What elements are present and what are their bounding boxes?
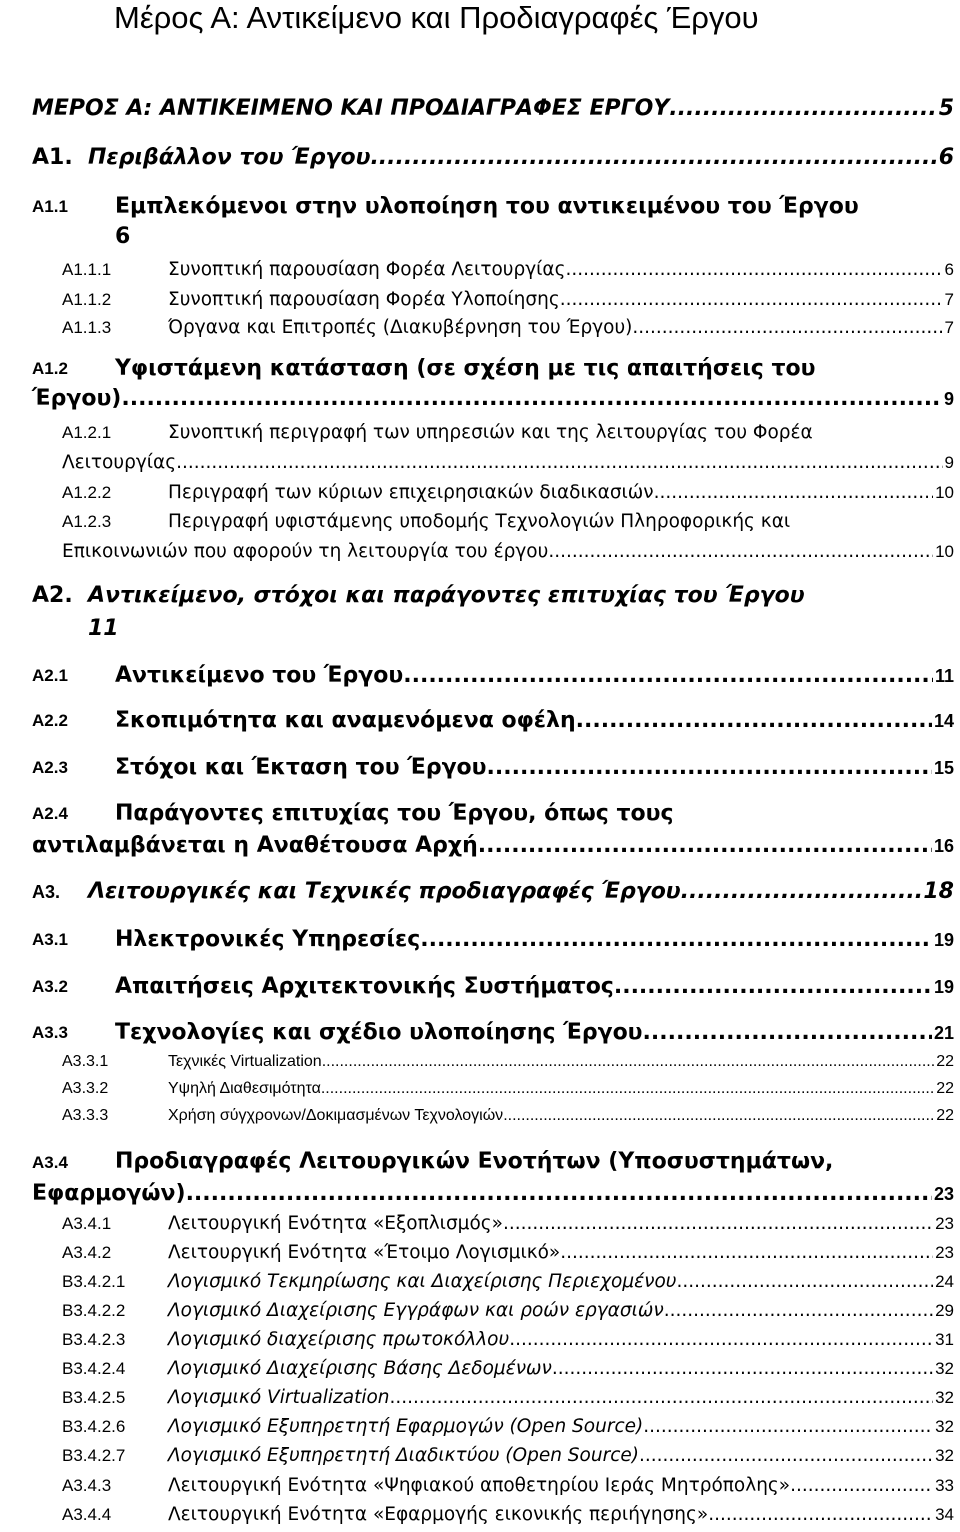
toc-entry[interactable]: [62, 1268, 954, 1296]
toc-entry-page: 32: [935, 1388, 954, 1407]
toc-entry-number: Β3.4.2.4: [62, 1359, 126, 1378]
toc-entry[interactable]: [62, 507, 954, 567]
toc-entry-page: 22: [936, 1053, 954, 1070]
toc-entry-text: Περιγραφή των κύριων επιχειρησιακών διαδικασιών: [168, 482, 654, 503]
toc-entry-page: 22: [936, 1107, 954, 1124]
toc-entry-text: Υφιστάμενη κατάσταση (σε σχέση με τις απαιτήσεις του: [115, 356, 816, 381]
toc-entry-number: Α3.: [32, 882, 61, 902]
toc-entry-page: 32: [935, 1446, 954, 1465]
toc-entry-page: 21: [933, 1023, 954, 1043]
toc-entry-number: Β3.4.2.7: [62, 1446, 126, 1465]
toc-entry-text: Εμπλεκόμενοι στην υλοποίηση του αντικειμένου του Έργου: [115, 194, 859, 219]
toc-entry-number: Α2.: [32, 583, 73, 608]
toc-entry[interactable]: [62, 1326, 954, 1354]
toc-entry-text: Αντικείμενο του Έργου: [115, 663, 404, 688]
toc-entry[interactable]: [62, 285, 954, 315]
toc-entry-number: Β3.4.2.3: [62, 1330, 126, 1349]
toc-entry[interactable]: [32, 1146, 954, 1210]
toc-entry-number: Α1.1: [32, 197, 68, 216]
toc-entry-number: Α2.4: [32, 804, 68, 823]
toc-entry-page: 24: [935, 1272, 954, 1291]
toc-entry-number: Α3.4.1: [62, 1214, 112, 1233]
toc-entry-page: 5: [938, 96, 954, 121]
toc-entry-number: Β3.4.2.6: [62, 1417, 126, 1436]
toc-entry-page: 6: [944, 260, 954, 279]
toc-entry[interactable]: [62, 255, 954, 285]
toc-entry-page: 29: [935, 1301, 954, 1320]
toc-entry-text: ΜΕΡΟΣ Α: ΑΝΤΙΚΕΙΜΕΝΟ ΚΑΙ ΠΡΟΔΙΑΓΡΑΦΕΣ ΕΡΓΟΥ: [32, 96, 670, 121]
toc-entry[interactable]: [62, 418, 954, 478]
toc-entry-text: Λογισμικό Τεκμηρίωσης και Διαχείρισης Περιεχομένου: [168, 1271, 677, 1292]
toc-entry[interactable]: [32, 579, 954, 645]
toc-entry-text: Απαιτήσεις Αρχιτεκτονικής Συστήματος: [115, 974, 614, 999]
toc-entry-text: Χρήση σύγχρονων/Δοκιμασμένων Τεχνολογιών: [168, 1107, 504, 1124]
toc-entry[interactable]: [62, 1501, 954, 1529]
toc-entry[interactable]: [32, 659, 954, 693]
toc-entry-text-continued: 11: [88, 616, 119, 641]
toc-entry-number: Α3.4.3: [62, 1476, 112, 1495]
toc-entry-page: 34: [935, 1505, 954, 1524]
toc-entry-page: 22: [936, 1080, 954, 1097]
toc-entry-number: Α3.3.2: [62, 1080, 109, 1097]
toc-entry-page: 6: [938, 145, 954, 170]
toc-entry-number: Α1.1.3: [62, 318, 112, 337]
toc-entry[interactable]: [32, 923, 954, 957]
toc-entry[interactable]: [32, 970, 954, 1004]
toc-entry-text: Λειτουργικές και Τεχνικές προδιαγραφές Έργου: [88, 879, 681, 904]
toc-entry-number: Α3.3.3: [62, 1107, 109, 1124]
toc-entry-text-continued: 6: [115, 224, 131, 249]
toc-entry-text-continued: αντιλαμβάνεται η Αναθέτουσα Αρχή: [32, 833, 478, 858]
toc-entry-page: 32: [935, 1417, 954, 1436]
toc-entry-text: Τεχνικές Virtualization: [168, 1053, 322, 1070]
toc-entry-number: Α3.1: [32, 930, 68, 949]
toc-entry-text: Τεχνολογίες και σχέδιο υλοποίησης Έργου: [115, 1020, 643, 1045]
toc-entry-page: 32: [935, 1359, 954, 1378]
toc-entry-text: Συνοπτική περιγραφή των υπηρεσιών και της λειτουργίας του Φορέα: [168, 422, 813, 443]
toc-entry-page: 23: [933, 1184, 954, 1204]
toc-entry[interactable]: [32, 92, 954, 126]
toc-entry-text: Συνοπτική παρουσίαση Φορέα Λειτουργίας: [168, 259, 566, 280]
toc-entry-text: Λογισμικό Virtualization: [168, 1387, 390, 1408]
toc-entry-text: Περιγραφή υφιστάμενης υποδομής Τεχνολογιών Πληροφορικής και: [168, 511, 791, 532]
toc-entry-number: Α3.4.4: [62, 1505, 112, 1524]
toc-entry-page: 11: [934, 666, 954, 686]
toc-entry[interactable]: [32, 191, 954, 255]
toc-entry-text: Παράγοντες επιτυχίας του Έργου, όπως τους: [115, 801, 674, 826]
toc-entry[interactable]: [62, 1297, 954, 1325]
toc-entry-number: Α2.3: [32, 758, 68, 777]
toc-entry-text: Λογισμικό Εξυπηρετητή Διαδικτύου (Open Source): [168, 1445, 639, 1466]
toc-entry-page: 9: [943, 389, 954, 409]
toc-entry-text: Στόχοι και Έκταση του Έργου: [115, 755, 487, 780]
toc-entry-page: 15: [933, 758, 954, 778]
toc-entry-number: Α2.2: [32, 711, 68, 730]
toc-entry-text: Σκοπιμότητα και αναμενόμενα οφέλη: [115, 708, 576, 733]
toc-entry[interactable]: [62, 1355, 954, 1383]
toc-entry-text: Περιβάλλον του Έργου: [88, 145, 371, 170]
toc-entry-number: Α1.1.1: [62, 260, 112, 279]
toc-entry-number: Α3.2: [32, 977, 68, 996]
toc-entry[interactable]: [62, 1384, 954, 1412]
toc-entry-text: Λειτουργική Ενότητα «Έτοιμο Λογισμικό»: [168, 1242, 561, 1263]
toc-entry-number: Α3.3.1: [62, 1053, 109, 1070]
toc-entry-page: 9: [944, 453, 954, 472]
toc-entry[interactable]: [62, 1413, 954, 1441]
toc-entry[interactable]: [32, 797, 954, 863]
toc-entry-text: Λογισμικό Διαχείρισης Βάσης Δεδομένων: [168, 1358, 552, 1379]
toc-entry-number: Β3.4.2.5: [62, 1388, 126, 1407]
toc-entry-text: Συνοπτική παρουσίαση Φορέα Υλοποίησης: [168, 289, 560, 310]
toc-entry-number: Α3.4: [32, 1153, 68, 1172]
toc-entry-text: Λειτουργική Ενότητα «Εφαρμογής εικονικής περιήγησης»: [168, 1504, 709, 1525]
toc-entry-text-continued: Επικοινωνιών που αφορούν τη λειτουργία του έργου: [62, 541, 549, 562]
toc-entry-page: 23: [935, 1243, 954, 1262]
toc-entry-text-continued: Εφαρμογών): [32, 1181, 186, 1206]
toc-entry-page: 18: [923, 879, 954, 904]
toc-entry-number: Α1.: [32, 145, 73, 170]
toc-entry-number: Α1.2.2: [62, 483, 112, 502]
toc-entry-number: Α1.1.2: [62, 290, 112, 309]
toc-entry-text-continued: Έργου): [32, 386, 122, 411]
toc-entry[interactable]: [62, 1239, 954, 1267]
toc-entry-number: Α1.2.1: [62, 423, 112, 442]
toc-entry-text: Αντικείμενο, στόχοι και παράγοντες επιτυχίας του Έργου: [88, 583, 805, 608]
toc-entry[interactable]: [62, 1210, 954, 1238]
toc-entry[interactable]: [62, 1472, 954, 1500]
toc-entry-text: Λειτουργική Ενότητα «Εξοπλισμός»: [168, 1213, 503, 1234]
toc-entry[interactable]: [62, 1077, 954, 1101]
toc-entry[interactable]: [32, 353, 954, 415]
toc-entry[interactable]: [32, 1016, 954, 1050]
toc-entry-page: 19: [933, 977, 954, 997]
toc-entry[interactable]: [62, 1442, 954, 1470]
toc-entry-page: 14: [933, 711, 954, 731]
toc-entry-text: Υψηλή Διαθεσιμότητα: [168, 1080, 321, 1097]
toc-entry-text: Ηλεκτρονικές Υπηρεσίες: [115, 927, 421, 952]
toc-entry-page: 7: [944, 290, 954, 309]
toc-entry[interactable]: [62, 1104, 954, 1128]
toc-entry-text-continued: Λειτουργίας: [62, 452, 177, 473]
toc-entry-number: Α2.1: [32, 666, 68, 685]
toc-entry-number: Α1.2.3: [62, 512, 112, 531]
toc-entry-page: 16: [933, 836, 954, 856]
toc-entry-text: Λογισμικό διαχείρισης πρωτοκόλλου: [168, 1329, 510, 1350]
toc-entry[interactable]: [32, 704, 954, 738]
toc-entry[interactable]: [32, 875, 954, 909]
toc-entry-text: Λογισμικό Διαχείρισης Εγγράφων και ροών εργασιών: [168, 1300, 664, 1321]
toc-entry-text: Προδιαγραφές Λειτουργικών Ενοτήτων (Υποσυστημάτων,: [115, 1149, 834, 1174]
toc-entry[interactable]: [32, 141, 954, 175]
toc-entry-number: Β3.4.2.2: [62, 1301, 126, 1320]
toc-entry[interactable]: [62, 1050, 954, 1074]
page-title: Μέρος Α: Αντικείμενο και Προδιαγραφές Έργου: [114, 0, 759, 35]
toc-entry-text: Όργανα και Επιτροπές (Διακυβέρνηση του Έργου): [168, 317, 633, 338]
toc-entry[interactable]: [32, 751, 954, 785]
toc-entry[interactable]: [62, 478, 954, 508]
toc-entry-page: 31: [935, 1330, 954, 1349]
toc-entry-number: Α3.4.2: [62, 1243, 112, 1262]
toc-entry-page: 33: [935, 1476, 954, 1495]
toc-entry[interactable]: [62, 313, 954, 343]
toc-entry-number: Α3.3: [32, 1023, 68, 1042]
toc-entry-page: 10: [935, 542, 954, 561]
toc-entry-page: 23: [935, 1214, 954, 1233]
toc-entry-number: Α1.2: [32, 359, 68, 378]
toc-entry-text: Λειτουργική Ενότητα «Ψηφιακού αποθετηρίου Ιεράς Μητρόπολης»: [168, 1475, 791, 1496]
toc-entry-page: 19: [933, 930, 954, 950]
toc-entry-number: Β3.4.2.1: [62, 1272, 126, 1291]
toc-entry-page: 7: [944, 318, 954, 337]
toc-entry-text: Λογισμικό Εξυπηρετητή Εφαρμογών (Open Source): [168, 1416, 644, 1437]
toc-entry-page: 10: [935, 483, 954, 502]
